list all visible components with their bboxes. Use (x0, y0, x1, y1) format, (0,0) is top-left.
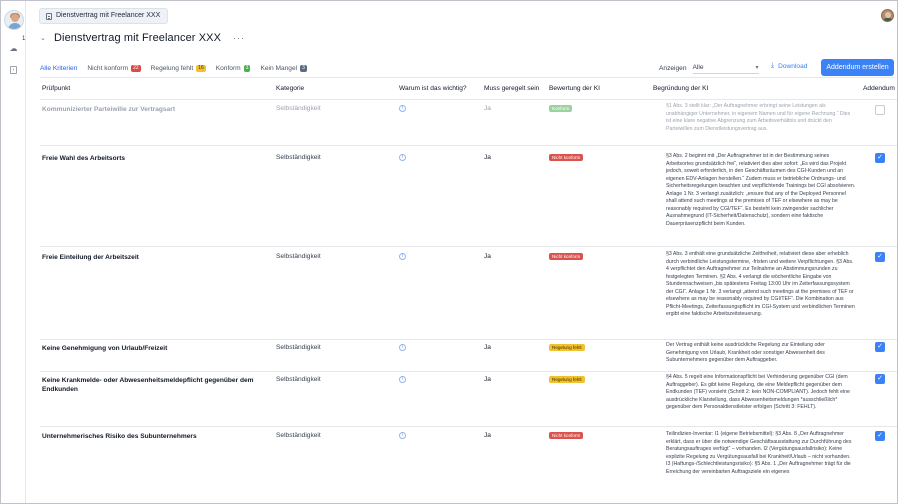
tab-alle-kriterien[interactable] (40, 61, 77, 75)
chevron-down-icon[interactable]: ⌄ (40, 35, 46, 42)
column-header-reason[interactable]: Begründung der KI (653, 85, 709, 92)
tabs-divider (40, 77, 894, 78)
table-row[interactable] (40, 147, 898, 247)
column-header-required[interactable]: Muss geregelt sein (484, 85, 540, 92)
profile-shirt (883, 18, 893, 22)
breadcrumb-tab[interactable] (39, 8, 168, 24)
addendum-checkbox[interactable]: ✓ (875, 252, 885, 262)
column-header-why[interactable]: Warum ist das wichtig? (399, 85, 467, 92)
rating-badge: Regelung fehlt (549, 376, 585, 383)
info-icon[interactable]: i (399, 105, 406, 112)
column-header-category[interactable]: Kategorie (276, 85, 305, 92)
column-header-rating[interactable]: Bewertung der KI (549, 85, 600, 92)
download-icon: ⤓ (771, 62, 775, 69)
rating-badge: Nicht konform (549, 253, 583, 260)
tab-label: Alle Kriterien (40, 64, 78, 72)
tab-label: Nicht konform (87, 64, 129, 72)
criterion-cell: Keine Krankmelde- oder Abwesenheitsmeldepflicht gegenüber dem Endkunden (42, 377, 254, 393)
addendum-checkbox[interactable]: ✓ (875, 153, 885, 163)
profile-avatar[interactable] (881, 9, 894, 22)
tab-konform[interactable] (216, 61, 251, 75)
count-badge: 22 (133, 64, 139, 71)
tab-nicht-konform[interactable] (87, 61, 140, 75)
filter-tabs (40, 61, 317, 75)
reason-cell: §4 Abs. 5 regelt eine Informationspflicht bei Verhinderung gegenüber CGI (dem Auftraggeber). Es gibt keine Regelung, die eine Meldepflicht gegenüber dem Endkunden (TEF) vorsieht (Schritt 2: kein NON-COMPLIANT). Jedoch fehlt eine ausdrückliche Klarstellung, dass Abwesenheitsmeldungen *ausschließlich* gegenüber dem Personaldienstleister erfolgen (Schritt 3: FEHLT). (666, 374, 850, 411)
more-options-icon[interactable]: ··· (233, 33, 246, 43)
table-row[interactable] (40, 372, 898, 427)
reason-cell: §3 Abs. 3 enthält eine grundsätzliche Zeitfreiheit, relativiert diese aber erheblich durch verbindliche Leistungstermine, -fristen und weitere Verpflichtungen. §3 Abs. 4 verpflichtet den Auftragnehmer zur Teilnahme an Abstimmungsrunden zu festgelegten Terminen. §2 Abs. 4 verlangt die wöchentliche Eingabe von Stundennachweisen „bis spätestens Freitag 13:00 Uhr im Zeiterfassungssystem der CGI“. Anlage 1 Nr. 3 verlangt „attend such meetings at the premises of TEF or elsewhere as may be reasonably required by CGI/TEF“. Die Kombination aus Pflicht-Meetings, Zeiterfassungspflicht im CGI-System und verbindlichen Terminen ergibt eine faktische Arbeitszeitsteuerung. (666, 251, 855, 318)
count-badge: 16 (198, 64, 204, 71)
required-cell: Ja (484, 376, 491, 383)
info-icon[interactable]: i (399, 344, 406, 351)
reason-cell: Der Vertrag enthält keine ausdrückliche Regelung zur Einteilung oder Genehmigung von Urlaub, Krankheit oder sonstiger Abwesenheit des Subunternehmers gegenüber dem Auftraggeber. (666, 342, 825, 364)
show-filter (659, 62, 759, 74)
column-header-addendum[interactable]: Addendum (863, 85, 895, 92)
addendum-checkbox[interactable]: ✓ (875, 374, 885, 384)
info-icon[interactable]: i (399, 376, 406, 383)
tab-regelung-fehlt[interactable] (151, 61, 206, 75)
info-icon[interactable]: i (399, 432, 406, 439)
chevron-down-icon: ▾ (755, 65, 759, 71)
criterion-cell: Freie Wahl des Arbeitsorts (42, 155, 126, 162)
notification-count: 1 (22, 36, 26, 42)
user-avatar[interactable] (4, 10, 24, 30)
rating-badge: Konform (549, 105, 572, 112)
left-rail (1, 1, 26, 504)
reason-cell: §3 Abs. 2 beginnt mit „Der Auftragnehmer ist in der Bestimmung seines Arbeitsortes grundsätzlich frei“, relativiert dies aber sofort: „Es wird das Projekt jedoch, soweit erforderlich, in den Geschäftsräumen des CGI-Kunden und an eigenen EDV-Anlagen herstellen.“ Zudem muss er betriebliche Ordnungs- und Sicherheitsregelungen beachten und verpflichtende Trainings bei CGI absolvieren. Anlage 1 Nr. 3 verlangt zusätzlich: „ensure that any of the Deployed Personnel shall attend such meetings at the premises of TEF or elsewhere as may be reasonably required by CGI/TEF“. Es besteht kein zwingender sachlicher Ausnahmegrund (IT-Sicherheit/Datenschutz), sondern eine faktische Dauerpräsenzpflicht beim Kunden. (666, 153, 856, 227)
show-filter-label: Anzeigen (659, 64, 687, 72)
required-cell: Ja (484, 432, 491, 439)
cloud-icon[interactable]: ☁ (9, 44, 18, 53)
criterion-cell: Freie Einteilung der Arbeitszeit (42, 254, 139, 261)
page-title: Dienstvertrag mit Freelancer XXX (54, 32, 222, 44)
reason-cell: §1 Abs. 3 stellt klar: „Der Auftragnehmer erbringt seine Leistungen als unabhängiger Unternehmer, in eigenem Namen und für eigene Rechnung.“ Dies ist eine klare negative Abgrenzung zum Arbeitsverhältnis und drückt den Parteiwillen zum Dienstleistungsvertrag aus. (666, 103, 851, 132)
avatar-face (11, 14, 19, 22)
tab-kein-mangel[interactable] (260, 61, 306, 75)
category-cell: Selbständigkeit (276, 432, 321, 439)
table-row[interactable] (40, 427, 898, 504)
required-cell: Ja (484, 105, 491, 112)
create-addendum-button[interactable]: Addendum erstellen (821, 59, 894, 76)
addendum-checkbox[interactable]: ✓ (875, 431, 885, 441)
rating-badge: Regelung fehlt (549, 344, 585, 351)
table-row[interactable] (40, 248, 898, 340)
required-cell: Ja (484, 154, 491, 161)
document-icon (46, 13, 52, 20)
rating-badge: Nicht konform (549, 154, 583, 161)
tab-label: Konform (215, 64, 241, 72)
show-filter-select[interactable] (693, 62, 759, 74)
show-filter-value: Alle (692, 64, 704, 71)
tab-label: Regelung fehlt (150, 64, 194, 72)
column-header-criterion[interactable]: Prüfpunkt (42, 85, 71, 92)
reason-cell: Teilindizien-Inventar: I1 (eigene Betriebsmittel): §3 Abs. 8 „Der Auftragnehmer erklärt, dass er über die notwendige Geschäftsausstattung zur Durchführung des Beratungsauftrages verfügt“ – vorhanden. I2 (Vergütungsausfallrisiko): Keine explizite Regelung zu Vergütungsausfall bei Krankheit/Urlaub – nicht vorhanden. I3 (Haftungs-/Schlechtleistungsrisiko): §5 Abs. 1 „Der Auftragnehmer trägt für die Erreichung der vereinbarten Auftragsziele ein eigenes (666, 431, 852, 475)
criterion-cell: Kommunizierter Parteiwille zur Vertragsart (42, 106, 176, 113)
rating-badge: Nicht konform (549, 432, 583, 439)
addendum-checkbox[interactable] (875, 105, 885, 115)
category-cell: Selbständigkeit (276, 154, 321, 161)
download-button[interactable] (771, 62, 807, 70)
addendum-checkbox[interactable]: ✓ (875, 342, 885, 352)
collapse-panel-icon[interactable]: › (10, 66, 17, 74)
category-cell: Selbständigkeit (276, 344, 321, 351)
criterion-cell: Unternehmerisches Risiko des Subunternehmers (42, 433, 197, 440)
criterion-cell: Keine Genehmigung von Urlaub/Freizeit (42, 345, 168, 352)
category-cell: Selbständigkeit (276, 376, 321, 383)
info-icon[interactable]: i (399, 253, 406, 260)
tab-label: Kein Mangel (260, 64, 298, 72)
table-header (40, 85, 898, 99)
count-badge: 3 (245, 64, 249, 71)
category-cell: Selbständigkeit (276, 253, 321, 260)
breadcrumb-label: Dienstvertrag mit Freelancer XXX (56, 12, 161, 19)
info-icon[interactable]: i (399, 154, 406, 161)
required-cell: Ja (484, 253, 491, 260)
category-cell: Selbständigkeit (276, 105, 321, 112)
download-label: Download (778, 62, 808, 70)
table-row[interactable] (40, 340, 898, 372)
avatar-body (8, 23, 22, 30)
table-row[interactable] (40, 100, 898, 146)
count-badge: 3 (302, 64, 305, 71)
title-row (40, 32, 245, 44)
required-cell: Ja (484, 344, 491, 351)
